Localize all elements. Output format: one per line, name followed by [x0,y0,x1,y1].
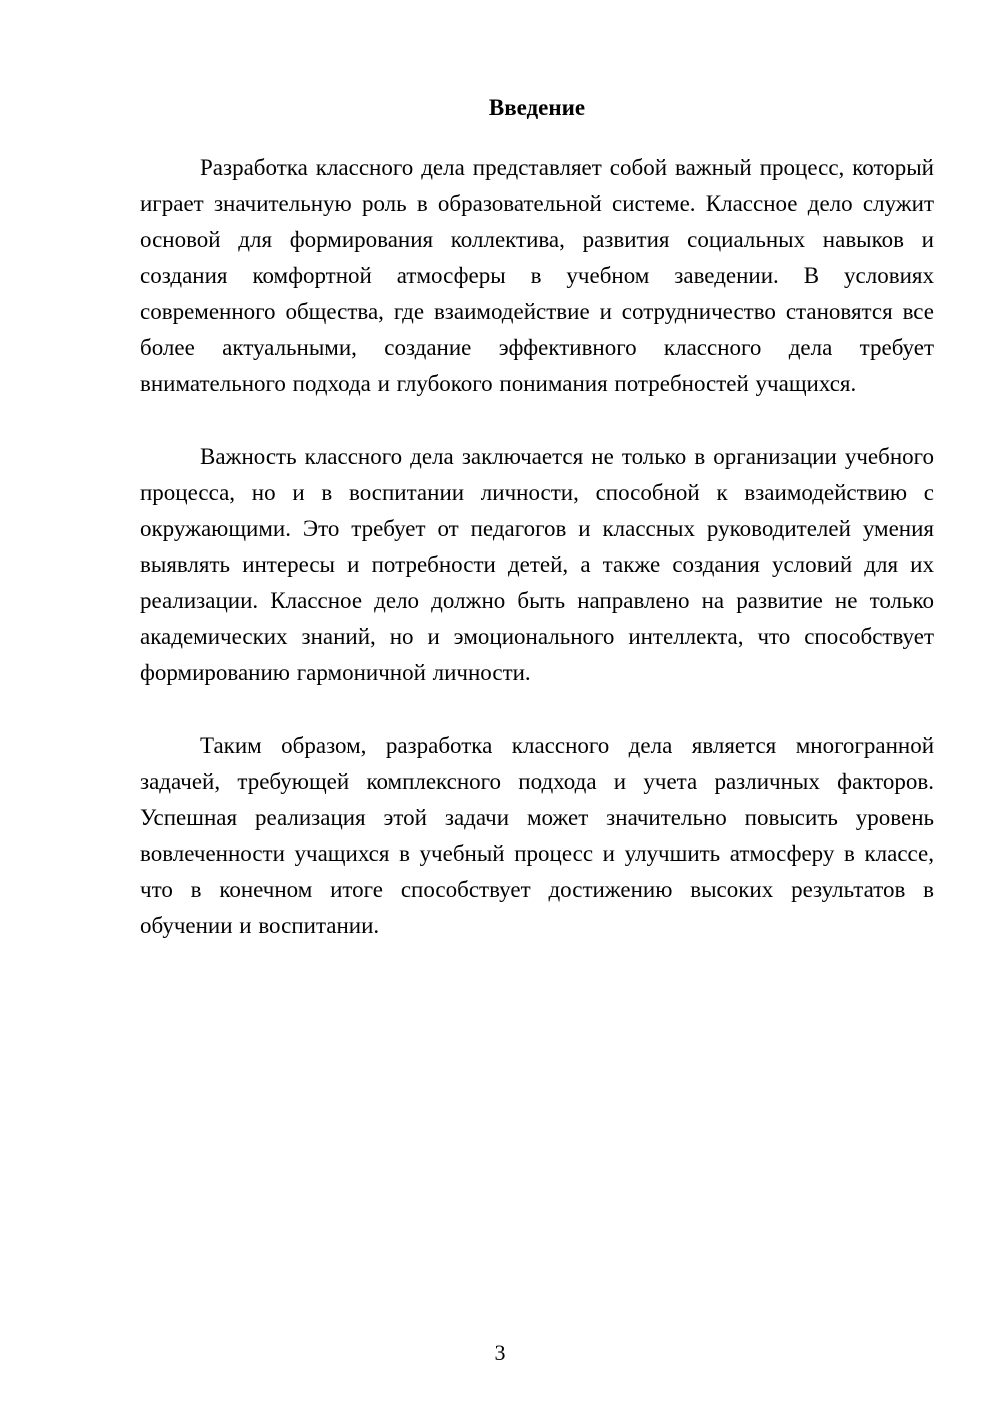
page-number: 3 [494,1340,506,1365]
paragraph-introduction-2: Важность классного дела заключается не только в организации учебного процесса, но и в воспитании личности, способной к взаимодействию с окружающими. Это требует от педагогов и классных руководителей умения выявлять интересы и потребности детей, а также создания условий для их реализации. Классное дело должно быть направлено на развитие не только академических знаний, но и эмоционального интеллекта, что способствует формированию гармоничной личности. [140,444,934,685]
paragraph-introduction-3: Таким образом, разработка классного дела является многогранной задачей, требующей комплексного подхода и учета различных факторов. Успешная реализация этой задачи может значительно повысить уровень вовлеченности учащихся в учебный процесс и улучшить атмосферу в классе, что в конечном итоге способствует достижению высоких результатов в обучении и воспитании. [140,733,934,938]
page-title: Введение [488,95,586,120]
paragraph-introduction-1: Разработка классного дела представляет собой важный процесс, который играет значительную роль в образовательной системе. Классное дело служит основой для формирования коллектива, развития социальных навыков и создания комфортной атмосферы в учебном заведении. В условиях современного общества, где взаимодействие и сотрудничество становятся все более актуальными, создание эффективного классного дела требует внимательного подхода и глубокого понимания потребностей учащихся. [140,155,934,396]
